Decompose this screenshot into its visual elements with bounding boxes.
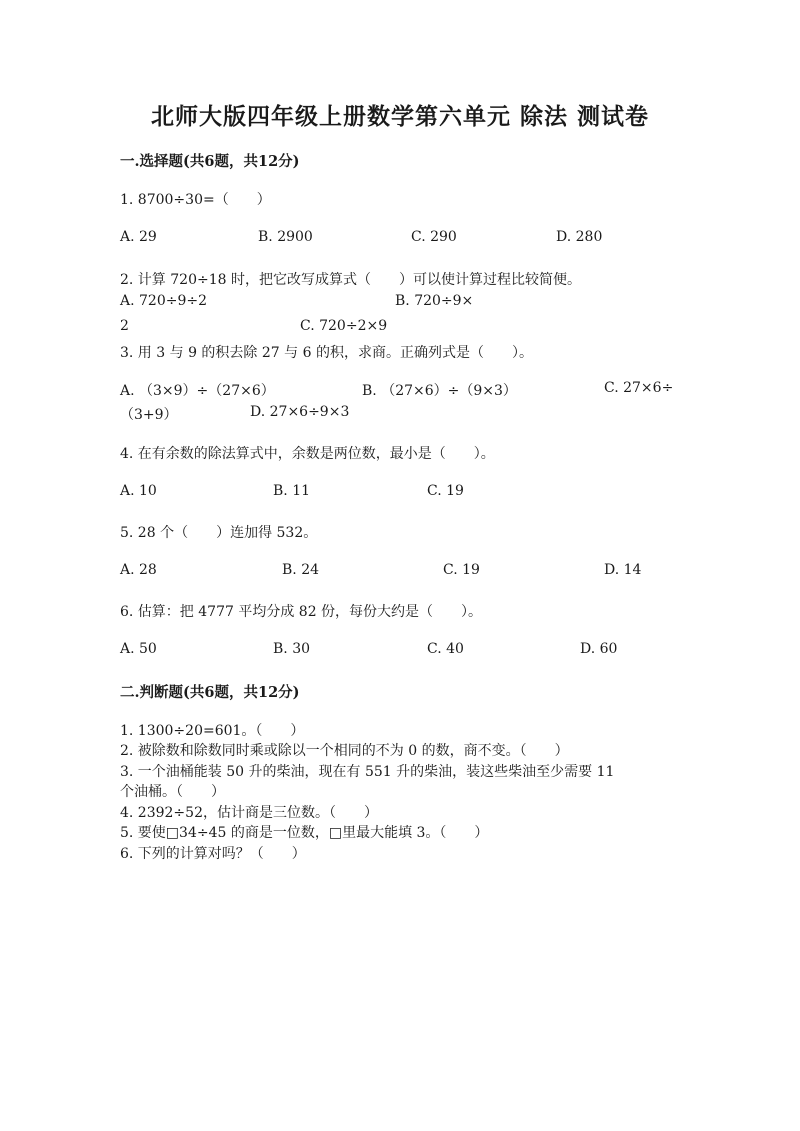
question-3-option-c: C. 27×6÷ bbox=[604, 380, 674, 396]
judgement-item-3-cont: 个油桶。（ ） bbox=[120, 784, 225, 800]
question-2-option-a: A. 720÷9÷2 bbox=[120, 293, 208, 309]
question-3-option-a: A. （3×9）÷（27×6） bbox=[120, 383, 275, 399]
question-6-option-a: A. 50 bbox=[120, 641, 157, 657]
question-4-stem: 4. 在有余数的除法算式中，余数是两位数，最小是（ ）。 bbox=[120, 446, 495, 462]
question-1-option-a: A. 29 bbox=[120, 229, 157, 245]
question-4-option-b: B. 11 bbox=[273, 483, 311, 499]
judgement-item-4: 4. 2392÷52，估计商是三位数。（ ） bbox=[120, 805, 378, 821]
question-1-option-c: C. 290 bbox=[411, 229, 457, 245]
section-heading-choice: 一.选择题(共6题，共12分) bbox=[120, 153, 300, 170]
judgement-item-3: 3. 一个油桶能装 50 升的柴油，现在有 551 升的柴油，装这些柴油至少需要 11 bbox=[120, 764, 615, 780]
question-3-option-b: B. （27×6）÷（9×3） bbox=[362, 383, 517, 399]
question-1-stem: 1. 8700÷30=（ ） bbox=[120, 192, 271, 208]
judgement-item-6: 6. 下列的计算对吗？（ ） bbox=[120, 846, 306, 862]
question-2-option-b-cont: 2 bbox=[120, 318, 129, 334]
section-heading-judgement: 二.判断题(共6题，共12分) bbox=[120, 684, 300, 701]
judgement-item-2: 2. 被除数和除数同时乘或除以一个相同的不为 0 的数，商不变。（ ） bbox=[120, 743, 569, 759]
question-2-stem: 2. 计算 720÷18 时，把它改写成算式（ ）可以使计算过程比较简便。 bbox=[120, 272, 581, 288]
question-2-option-c: C. 720÷2×9 bbox=[300, 318, 388, 334]
question-4-option-a: A. 10 bbox=[120, 483, 157, 499]
question-6-option-b: B. 30 bbox=[273, 641, 311, 657]
question-1-option-b: B. 2900 bbox=[258, 229, 313, 245]
question-5-option-a: A. 28 bbox=[120, 562, 157, 578]
question-5-option-d: D. 14 bbox=[604, 562, 642, 578]
question-5-option-b: B. 24 bbox=[282, 562, 320, 578]
question-4-option-c: C. 19 bbox=[427, 483, 464, 499]
judgement-item-5: 5. 要使□34÷45 的商是一位数，□里最大能填 3。（ ） bbox=[120, 825, 489, 841]
question-3-option-c-cont: （3+9） bbox=[120, 407, 178, 423]
question-1-option-d: D. 280 bbox=[556, 229, 603, 245]
question-3-stem: 3. 用 3 与 9 的积去除 27 与 6 的积，求商。正确列式是（ ）。 bbox=[120, 345, 533, 361]
question-6-stem: 6. 估算：把 4777 平均分成 82 份，每份大约是（ ）。 bbox=[120, 604, 483, 620]
question-6-option-d: D. 60 bbox=[580, 641, 618, 657]
question-2-option-b: B. 720÷9× bbox=[395, 293, 474, 309]
question-5-stem: 5. 28 个（ ）连加得 532。 bbox=[120, 525, 318, 541]
judgement-item-1: 1. 1300÷20=601。（ ） bbox=[120, 723, 305, 739]
question-6-option-c: C. 40 bbox=[427, 641, 464, 657]
page-title: 北师大版四年级上册数学第六单元 除法 测试卷 bbox=[150, 103, 649, 130]
question-5-option-c: C. 19 bbox=[443, 562, 480, 578]
question-3-option-d: D. 27×6÷9×3 bbox=[250, 404, 350, 420]
